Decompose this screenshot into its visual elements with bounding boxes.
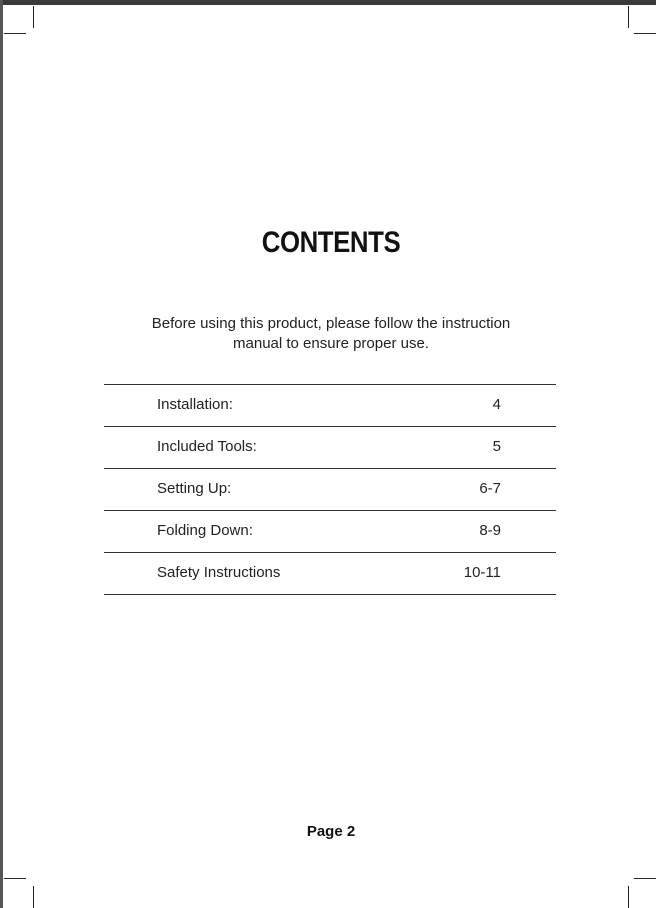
toc-label: Installation: [157, 396, 233, 413]
crop-mark-bottom-right-horizontal [634, 878, 656, 879]
toc-page-number: 5 [492, 438, 501, 455]
toc-row [104, 469, 556, 511]
intro-text [0, 314, 656, 354]
crop-mark-top-left-horizontal [4, 33, 26, 34]
toc-label: Included Tools: [157, 438, 257, 455]
intro-line-1: Before using this product, please follow the instruction [151, 315, 511, 332]
page-top-edge [0, 0, 656, 5]
toc-row [104, 553, 556, 595]
toc-page-number: 10-11 [463, 564, 501, 581]
crop-mark-top-left-vertical [33, 6, 34, 28]
table-of-contents [104, 384, 556, 595]
toc-row [104, 427, 556, 469]
toc-label: Safety Instructions [157, 564, 281, 581]
crop-mark-top-right-horizontal [634, 33, 656, 34]
toc-label: Folding Down: [157, 522, 253, 539]
toc-row [104, 385, 556, 427]
page-title: CONTENTS [261, 226, 401, 259]
page-number-footer: Page 2 [306, 823, 356, 840]
crop-mark-bottom-left-vertical [33, 886, 34, 908]
crop-mark-bottom-right-vertical [628, 886, 629, 908]
toc-label: Setting Up: [157, 480, 232, 497]
page-left-edge [0, 0, 3, 908]
toc-page-number: 8-9 [479, 522, 501, 539]
intro-line-2: manual to ensure proper use. [233, 335, 429, 352]
toc-page-number: 6-7 [479, 480, 501, 497]
toc-page-number: 4 [492, 396, 501, 413]
crop-mark-bottom-left-horizontal [4, 878, 26, 879]
toc-row [104, 511, 556, 553]
crop-mark-top-right-vertical [628, 6, 629, 28]
